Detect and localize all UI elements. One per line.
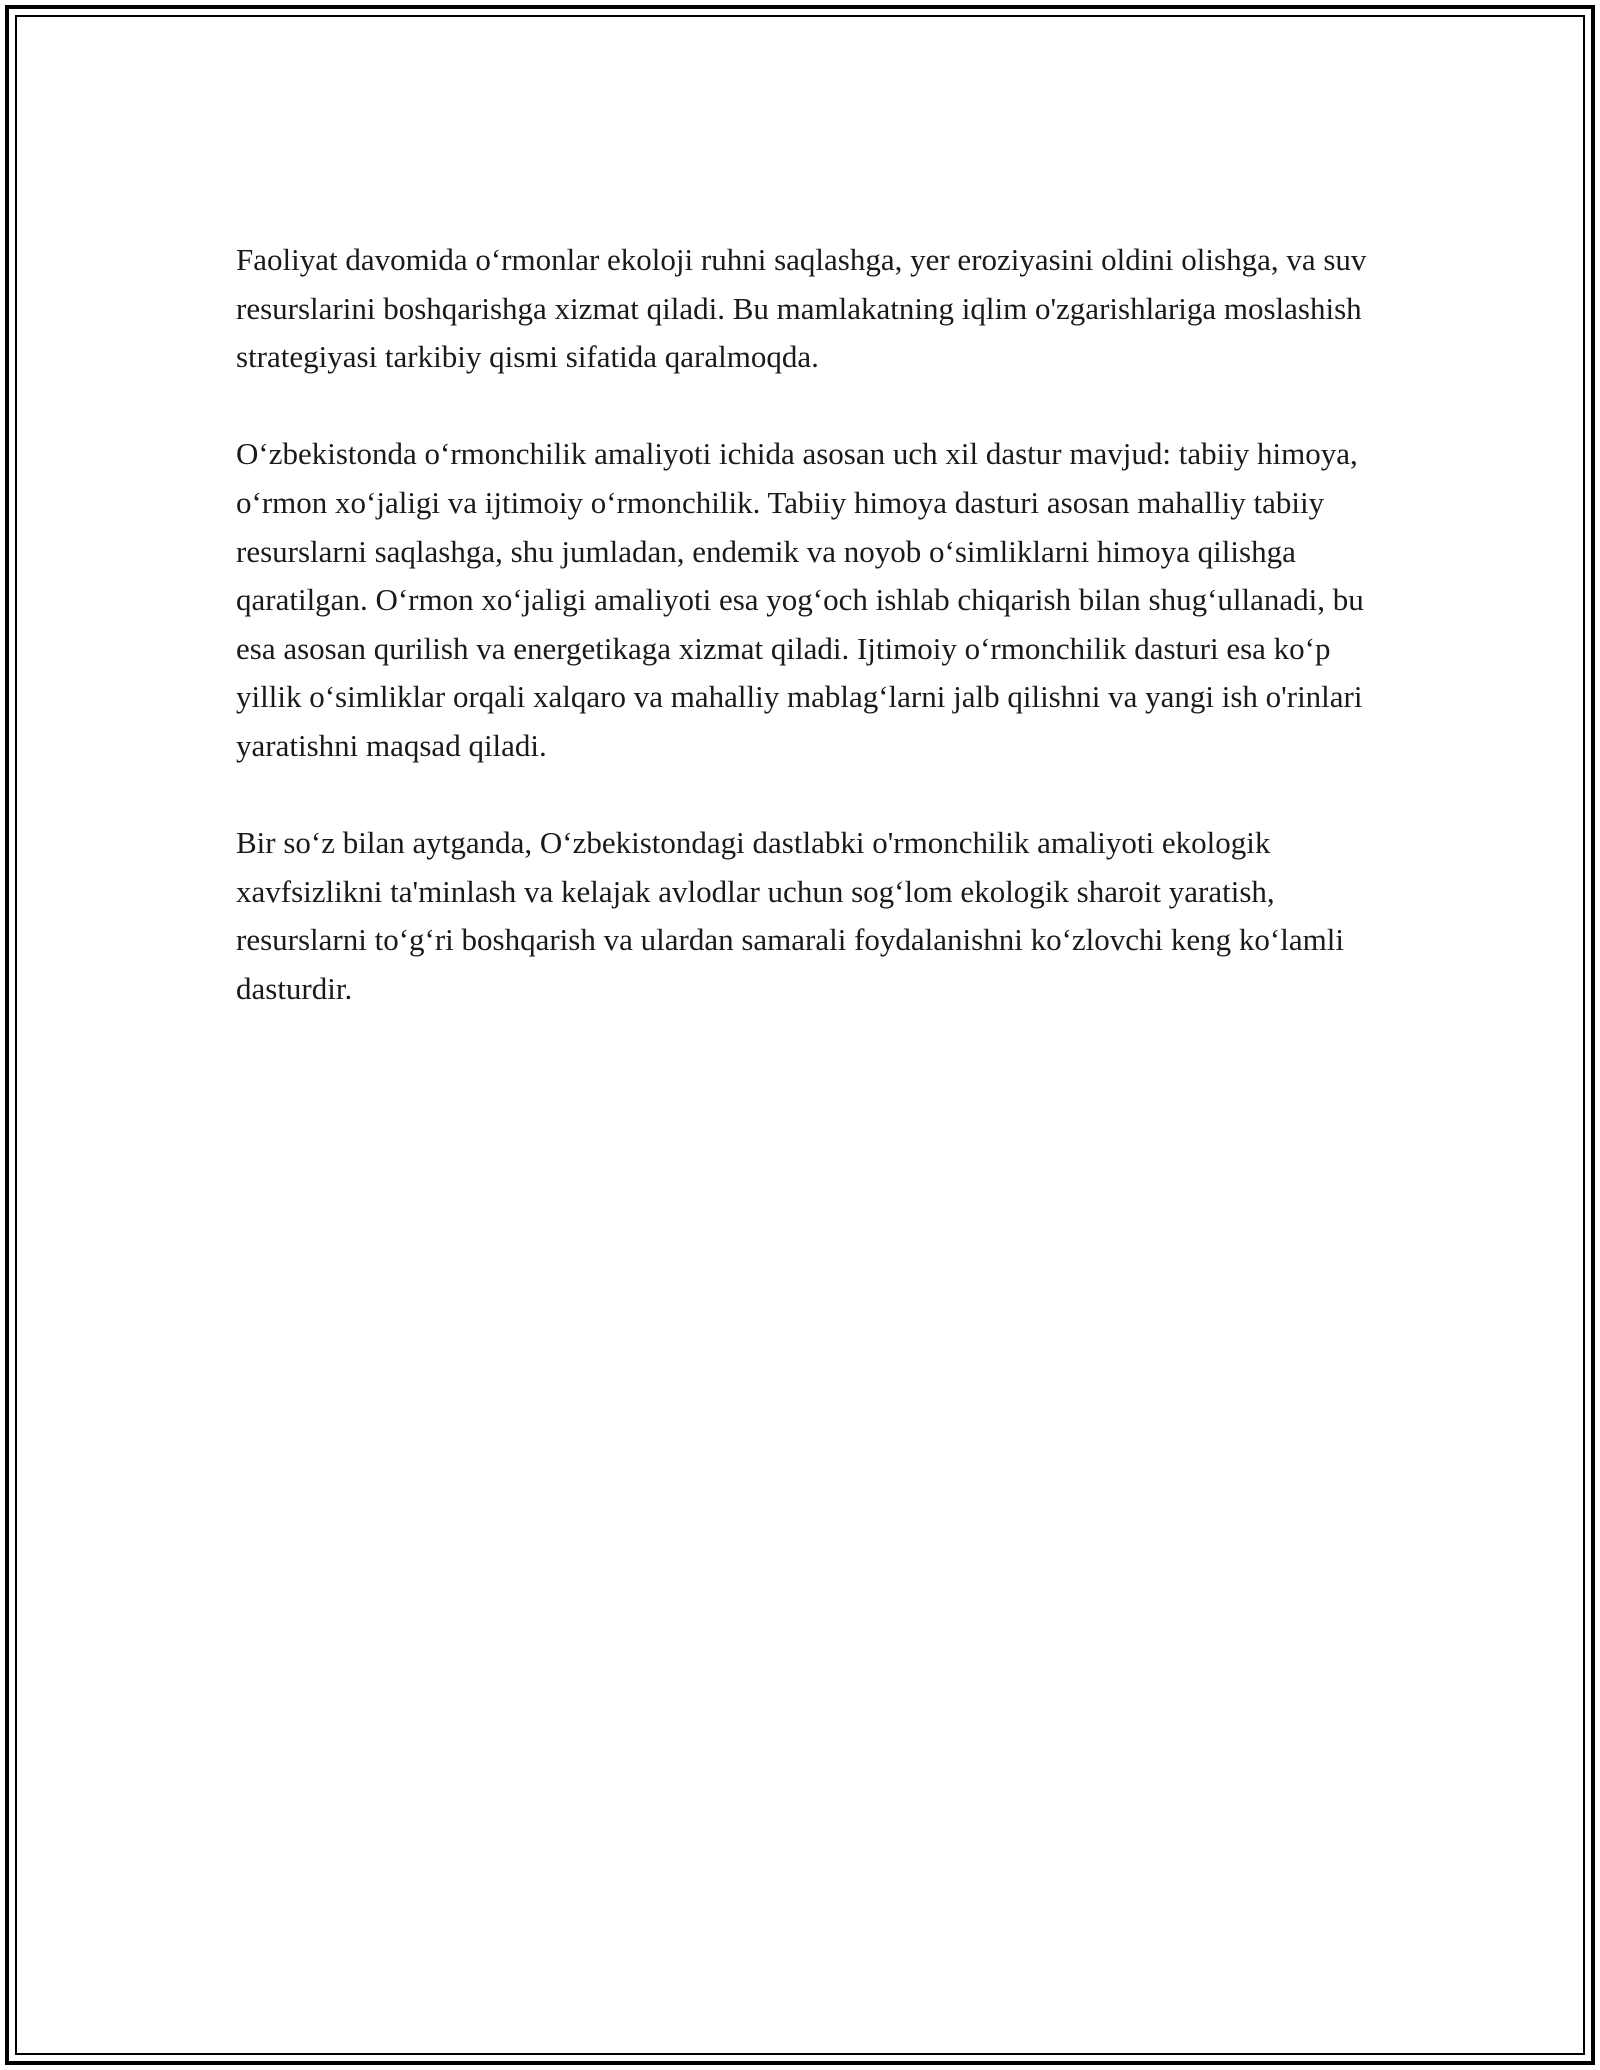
paragraph-3: Bir so‘z bilan aytganda, O‘zbekistondagi dastlabki o'rmonchilik amaliyoti ekologik xavfsizlikni ta'minlash va kelajak avlodlar uchun sog‘lom ekologik sharoit yaratish, resurslarni to‘g‘ri boshqarish va ulardan samarali foydalanishni ko‘zlovchi keng ko‘lamli dasturdir.: [236, 825, 1344, 1006]
paragraph-1: Faoliyat davomida o‘rmonlar ekoloji ruhni saqlashga, yer eroziyasini oldini olishga, va suv resurslarini boshqarishga xizmat qiladi. Bu mamlakatning iqlim o'zgarishlariga moslashish strategiyasi tarkibiy qismi sifatida qaralmoqda.: [236, 242, 1367, 375]
paragraph-2: O‘zbekistonda o‘rmonchilik amaliyoti ichida asosan uch xil dastur mavjud: tabiiy himoya, o‘rmon xo‘jaligi va ijtimoiy o‘rmonchilik. Tabiiy himoya dasturi asosan mahalliy tabiiy resurslarni saqlashga, shu jumladan, endemik va noyob o‘simliklarni himoya qilishga qaratilgan. O‘rmon xo‘jaligi amaliyoti esa yog‘och ishlab chiqarish bilan shug‘ullanadi, bu esa asosan qurilish va energetikaga xizmat qiladi. Ijtimoiy o‘rmonchilik dasturi esa ko‘p yillik o‘simliklar orqali xalqaro va mahalliy mablag‘larni jalb qilishni va yangi ish o'rinlari yaratishni maqsad qiladi.: [236, 436, 1364, 763]
document-body: [236, 236, 1376, 1062]
